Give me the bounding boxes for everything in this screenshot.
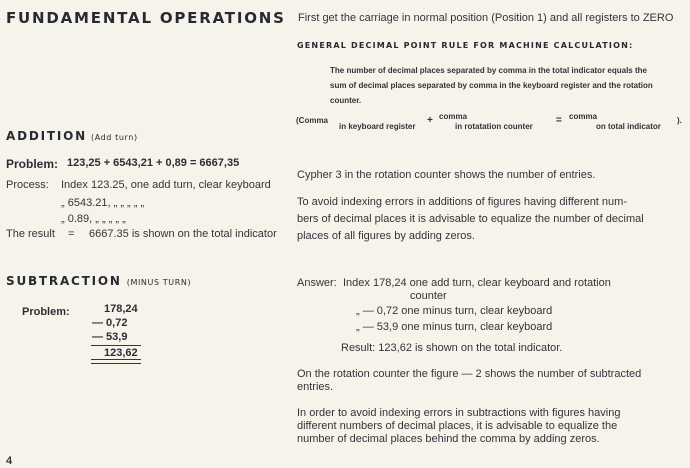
subtraction-advice-line-1: In order to avoid indexing errors in subtractions with figures having [297, 407, 621, 419]
addition-advice [297, 194, 657, 245]
subtraction-answer-line-1: Index 178,24 one add turn, clear keyboard and rotation [343, 277, 611, 289]
formula-close: ). [677, 116, 682, 125]
subtraction-note [297, 368, 662, 394]
subtraction-note-line-1: On the rotation counter the figure — 2 shows the number of subtracted [297, 368, 642, 380]
formula-a: in keyboard register [339, 122, 416, 131]
subtraction-section [6, 274, 191, 288]
addition-result-text: 6667.35 is shown on the total indicator [89, 228, 277, 240]
page-title: FUNDAMENTAL OPERATIONS [6, 9, 286, 27]
rule-text-line-3: counter. [330, 96, 362, 105]
addition-advice-line-1: To avoid indexing errors in additions of figures having different num- [297, 196, 627, 208]
addition-result-label: The result [6, 228, 55, 240]
subtraction-number-3: — 53,9 [92, 331, 128, 343]
addition-advice-line-2: bers of decimal places it is advisable to equalize the number of decimal [297, 213, 644, 225]
subtraction-heading-note: (MINUS TURN) [126, 278, 192, 287]
formula-c-top: comma [569, 112, 598, 121]
intro-text: First get the carriage in normal position (Position 1) and all registers to ZERO [298, 12, 674, 24]
page-number: 4 [6, 455, 13, 467]
addition-note: Cypher 3 in the rotation counter shows the number of entries. [297, 169, 596, 181]
formula-eq: = [556, 115, 562, 126]
decimal-rule-formula [296, 112, 686, 134]
addition-result-eq: = [68, 228, 75, 240]
formula-b-top: comma [439, 112, 468, 121]
subtraction-result-double-rule [91, 359, 141, 364]
addition-heading-note: (Add turn) [90, 133, 138, 142]
subtraction-note-line-2: entries. [297, 381, 334, 393]
addition-process-line-3: „ 0.89, „ „ „ „ „ [61, 213, 126, 225]
subtraction-result: 123,62 [104, 347, 138, 359]
subtraction-heading: SUBTRACTION [6, 274, 122, 288]
rule-text-block [330, 63, 680, 108]
addition-process-label: Process: [6, 179, 49, 191]
subtraction-problem-label: Problem: [22, 306, 70, 318]
addition-problem-label: Problem: [6, 157, 59, 171]
rule-text-line-2: sum of decimal places separated by comma in the keyboard register and the rotation [330, 81, 653, 90]
subtraction-answer-line-3: „ — 0,72 one minus turn, clear keyboard [356, 305, 553, 317]
addition-process-line-2: „ 6543.21, „ „ „ „ „ [61, 197, 145, 209]
rule-text-line-1: The number of decimal places separated by comma in the total indicator equals the [330, 66, 647, 75]
subtraction-answer-line-4: „ — 53,9 one minus turn, clear keyboard [356, 321, 553, 333]
formula-b: in rotatation counter [455, 122, 533, 131]
subtraction-answer-result: Result: 123,62 is shown on the total indicator. [341, 342, 563, 354]
subtraction-answer-label: Answer: [297, 277, 337, 289]
subtraction-rule [91, 345, 141, 346]
addition-heading: ADDITION [6, 129, 87, 143]
addition-problem-formula: 123,25 + 6543,21 + 0,89 = 6667,35 [67, 157, 240, 169]
subtraction-advice [297, 407, 669, 446]
addition-advice-line-3: places of all figures by adding zeros. [297, 230, 475, 242]
subtraction-answer-line-2: counter [410, 290, 447, 302]
addition-process-line-1: Index 123.25, one add turn, clear keyboard [61, 179, 271, 191]
formula-open: (Comma [296, 116, 329, 125]
formula-c: on total indicator [596, 122, 661, 131]
formula-plus: + [427, 115, 433, 126]
rule-heading: GENERAL DECIMAL POINT RULE FOR MACHINE CALCULATION: [297, 41, 634, 50]
subtraction-number-1: 178,24 [104, 303, 138, 315]
subtraction-advice-line-2: different numbers of decimal places, it is advisable to equalize the [297, 420, 618, 432]
addition-section [6, 129, 291, 143]
subtraction-advice-line-3: number of decimal places behind the comma by adding zeros. [297, 433, 600, 445]
subtraction-number-2: — 0,72 [92, 317, 128, 329]
